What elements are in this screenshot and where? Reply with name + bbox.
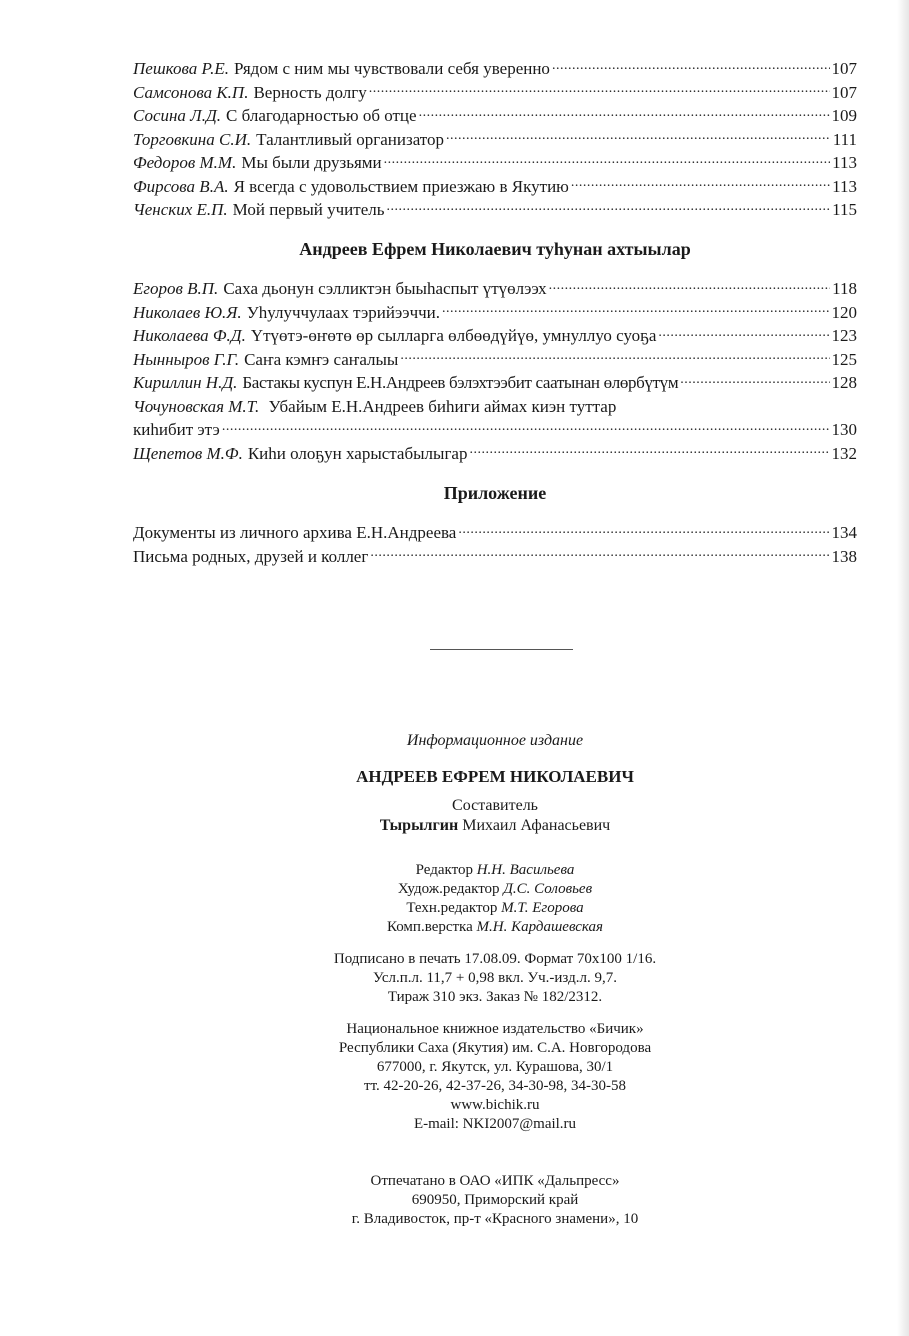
toc-page-number: 134 <box>831 523 857 542</box>
toc-title: Талантливый организатор <box>256 129 445 149</box>
dot-leader <box>370 545 829 562</box>
toc-title: С благодарностью об отце <box>226 106 417 125</box>
dot-leader <box>369 81 830 98</box>
toc-entry[interactable] <box>133 301 857 325</box>
toc-entry[interactable] <box>133 104 857 128</box>
toc-title: Документы из личного архива Е.Н.Андреева <box>133 523 457 542</box>
toc-page-number: 107 <box>831 59 857 78</box>
toc-group-appendix <box>133 521 857 568</box>
imprint-book-title <box>133 767 857 787</box>
section-heading-appendix: Приложение <box>443 483 547 503</box>
toc-page-number: 132 <box>831 443 857 463</box>
toc-title: Саҥа кэмҥэ саҥалыы <box>244 349 399 369</box>
toc-author: Кириллин Н.Д. <box>133 373 238 392</box>
section-heading-recollections: Андреев Ефрем Николаевич туһунан ахтыылар <box>299 239 691 259</box>
toc-page-number: 118 <box>832 279 857 298</box>
toc-author: Николаев Ю.Я. <box>133 302 242 322</box>
compiler-given-name: Михаил Афанасьевич <box>462 817 611 834</box>
dot-leader <box>571 175 830 192</box>
printer-line: Отпечатано в ОАО «ИПК «Дальпресс» <box>370 1173 620 1189</box>
toc-title: Бастакы куспун Е.Н.Андреев бэлэхтээбит саатынан өлөрбүтүм <box>242 373 679 392</box>
toc-entry[interactable] <box>133 324 857 348</box>
toc-title: Мы были друзьями <box>241 153 382 172</box>
toc-page-number: 109 <box>831 106 857 125</box>
imprint-credits <box>133 861 857 937</box>
toc-author: Сосина Л.Д. <box>133 106 222 125</box>
toc-entry[interactable] <box>133 371 857 395</box>
printer-line: 690950, Приморский край <box>411 1192 579 1208</box>
toc-page-number: 138 <box>831 546 857 566</box>
edition-type: Информационное издание <box>406 732 584 749</box>
book-title: АНДРЕЕВ ЕФРЕМ НИКОЛАЕВИЧ <box>356 767 634 786</box>
toc-page-number: 120 <box>831 302 857 322</box>
toc-entry[interactable] <box>133 277 857 301</box>
printer-line: г. Владивосток, пр-т «Красного знамени», 10 <box>351 1211 639 1227</box>
toc-group-recollections <box>133 277 857 465</box>
toc-page-number: 107 <box>831 82 857 102</box>
toc-entry[interactable] <box>133 128 857 152</box>
imprint-print-info <box>133 950 857 1007</box>
dot-leader <box>549 277 831 294</box>
credit-line <box>133 899 857 918</box>
credit-name: М.Т. Егорова <box>501 900 584 916</box>
toc-author: Пешкова Р.Е. <box>133 59 230 78</box>
toc-author: Нынныров Г.Г. <box>133 349 240 369</box>
credit-name: Д.С. Соловьев <box>503 881 593 897</box>
credit-name: Н.Н. Васильева <box>476 862 575 878</box>
dot-leader <box>469 442 829 459</box>
compiler-surname: Тырылгин <box>379 817 459 834</box>
toc-entry[interactable] <box>133 442 857 466</box>
print-info-line: Тираж 310 экз. Заказ № 182/2312. <box>387 989 603 1005</box>
credit-name: М.Н. Кардашевская <box>476 919 604 935</box>
toc-title: Үтүөтэ-өҥөтө өр сылларга өлбөөдүйүө, умнуллуо суоҕа <box>250 326 657 345</box>
toc-author: Торговкина С.И. <box>133 129 252 149</box>
dot-leader <box>658 324 829 341</box>
dot-leader <box>419 104 830 121</box>
toc-author: Николаева Ф.Д. <box>133 326 246 345</box>
toc-page-number: 113 <box>832 176 857 196</box>
toc-page-number: 130 <box>831 420 857 439</box>
toc-author: Самсонова К.П. <box>133 82 249 102</box>
toc-title-continuation: киһибит этэ <box>133 420 220 439</box>
toc-author: Щепетов М.Ф. <box>133 443 243 463</box>
toc-page-number: 125 <box>831 349 857 369</box>
publisher-email[interactable]: E-mail: NKI2007@mail.ru <box>413 1116 577 1132</box>
print-info-line: Усл.п.л. 11,7 + 0,98 вкл. Уч.-изд.л. 9,7. <box>373 970 617 986</box>
dot-leader <box>442 301 829 318</box>
toc-entry[interactable] <box>133 198 857 222</box>
toc-entry-continuation <box>133 418 857 442</box>
credit-line <box>133 918 857 937</box>
toc-title: Я всегда с удовольствием приезжаю в Якутию <box>233 176 569 196</box>
toc-entry-multiline[interactable] <box>133 395 857 442</box>
dot-leader <box>387 198 831 215</box>
credit-role: Комп.верстка <box>386 919 473 935</box>
toc-group-memoirs <box>133 57 857 222</box>
toc-title: Мой первый учитель <box>232 200 385 219</box>
toc-title: Верность долгу <box>253 82 367 102</box>
toc-title: Убайым Е.Н.Андреев биһиги аймах киэн туттар <box>268 396 617 416</box>
dot-leader <box>400 348 829 365</box>
publisher-line: Национальное книжное издательство «Бичик» <box>346 1021 644 1037</box>
dot-leader <box>552 57 830 74</box>
imprint-compiler <box>133 796 857 836</box>
toc-author: Ченских Е.П. <box>133 200 228 219</box>
toc-entry[interactable] <box>133 521 857 545</box>
toc-title: Письма родных, друзей и коллег <box>133 546 369 566</box>
toc-page-number: 123 <box>831 326 857 345</box>
imprint-edition-type <box>133 731 857 751</box>
toc-page-number: 113 <box>832 153 857 172</box>
toc-entry[interactable] <box>133 57 857 81</box>
toc-author: Федоров М.М. <box>133 153 237 172</box>
toc-entry[interactable] <box>133 151 857 175</box>
credit-line <box>133 880 857 899</box>
publisher-phones: тт. 42-20-26, 42-37-26, 34-30-98, 34-30-58 <box>364 1078 626 1094</box>
publisher-line: Республики Саха (Якутия) им. С.А. Новгородова <box>338 1040 652 1056</box>
toc-page-number: 115 <box>832 200 857 219</box>
publisher-line: 677000, г. Якутск, ул. Курашова, 30/1 <box>376 1059 614 1075</box>
toc-entry[interactable] <box>133 348 857 372</box>
dot-leader <box>458 521 829 538</box>
section-divider <box>430 649 573 650</box>
toc-page-number: 128 <box>831 373 857 392</box>
publisher-website[interactable]: www.bichik.ru <box>450 1097 540 1113</box>
toc-title: Саха дьонун сэлликтэн быыһаспыт үтүөлээх <box>223 279 547 298</box>
dot-leader <box>222 418 830 435</box>
compiler-name <box>133 816 857 836</box>
dot-leader <box>446 128 831 145</box>
credit-role: Худож.редактор <box>397 881 500 897</box>
toc-author: Фирсова В.А. <box>133 176 229 196</box>
toc-entry[interactable] <box>133 81 857 105</box>
page-edge-shadow <box>897 0 909 1336</box>
dot-leader <box>680 371 829 388</box>
dot-leader <box>384 151 831 168</box>
toc-entry[interactable] <box>133 545 857 569</box>
toc-page-number: 111 <box>832 129 857 149</box>
compiler-label: Составитель <box>452 797 538 814</box>
toc-entry-first-line <box>133 395 857 419</box>
toc-title: Киһи олоҕун харыстабылыгар <box>247 443 468 463</box>
credit-line <box>133 861 857 880</box>
imprint-printer <box>133 1172 857 1229</box>
toc-title: Рядом с ним мы чувствовали себя уверенно <box>234 59 550 78</box>
credit-role: Техн.редактор <box>406 900 498 916</box>
toc-author: Чочуновская М.Т. <box>133 396 260 416</box>
imprint-publisher <box>133 1020 857 1134</box>
toc-title: Уһулуччулаах тэрийээччи. <box>246 302 441 322</box>
toc-author: Егоров В.П. <box>133 279 219 298</box>
print-info-line: Подписано в печать 17.08.09. Формат 70x100 1/16. <box>333 951 657 967</box>
toc-entry[interactable] <box>133 175 857 199</box>
credit-role: Редактор <box>415 862 473 878</box>
